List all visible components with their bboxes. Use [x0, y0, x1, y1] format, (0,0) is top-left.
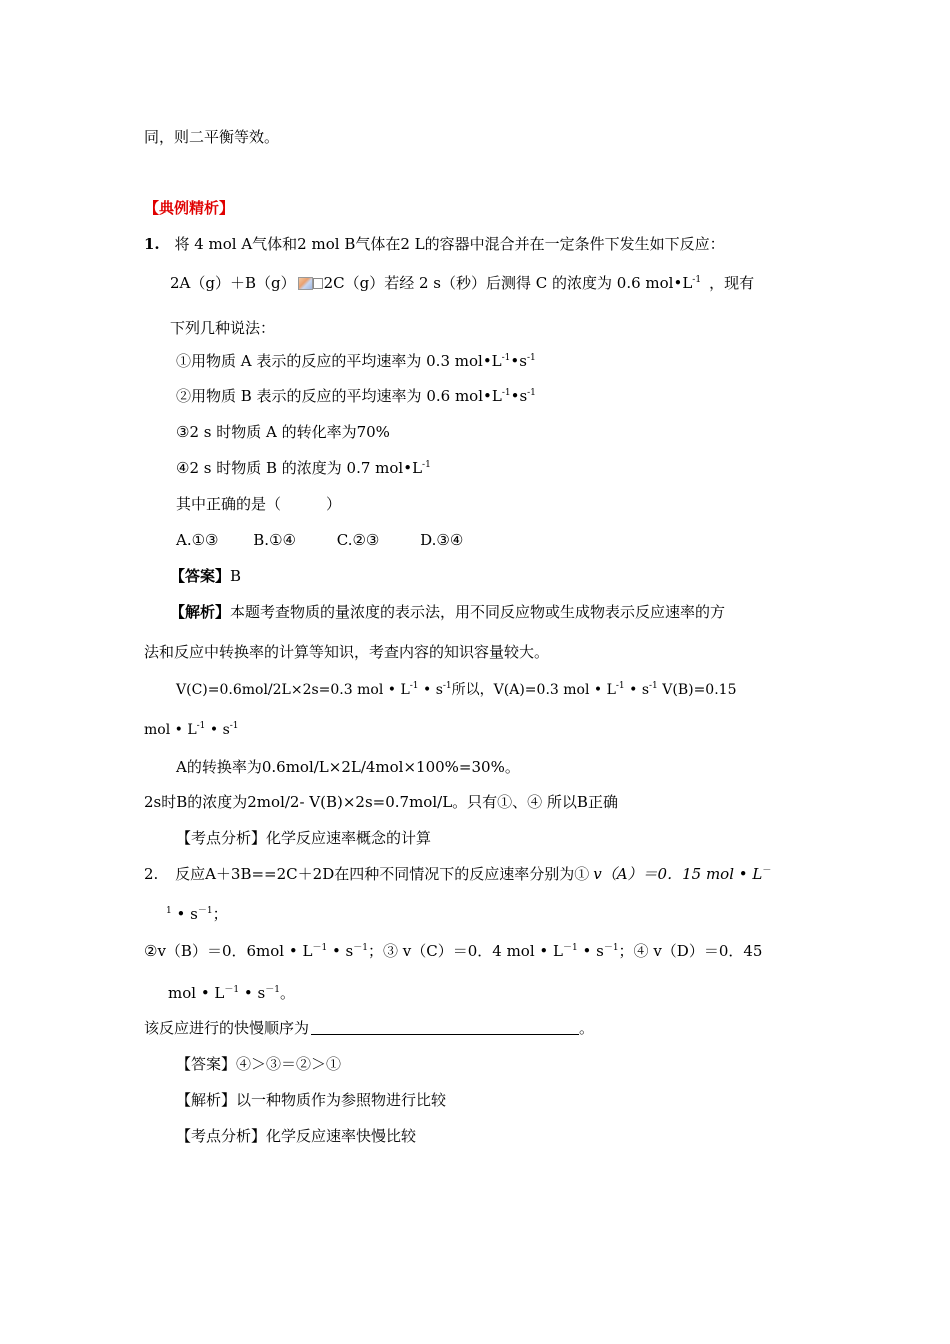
q1-number: 1.: [144, 235, 160, 253]
q2-text: • s: [577, 942, 604, 960]
q2-text: v（C）＝0．4 mol • L: [402, 942, 563, 960]
q1-answer: [170, 566, 241, 586]
q1-analysis-2: 法和反应中转换率的计算等知识，考查内容的知识容量较大。: [144, 643, 550, 661]
q1-statement-3: ③2 s 时物质 A 的转化率为70%: [176, 423, 390, 441]
q2-text: mol • L: [168, 984, 225, 1002]
q2-ask-end: 。: [579, 1019, 595, 1037]
superscript: -1: [526, 353, 536, 363]
superscript: －1: [312, 943, 328, 953]
statement-text: ②用物质 B 表示的反应的平均速率为 0.6 mol•L: [176, 387, 502, 405]
superscript: 1: [166, 906, 172, 916]
q2-text: ；③: [368, 942, 403, 960]
answer-blank: [311, 1020, 579, 1035]
superscript: -1: [196, 721, 206, 731]
q1-statement-1: [176, 351, 536, 371]
q2-line-1: [144, 864, 771, 884]
superscript: -1: [422, 460, 431, 470]
statement-text: ①用物质 A 表示的反应的平均速率为 0.3 mol•L: [176, 352, 502, 370]
statement-text: •s: [510, 352, 527, 370]
q1-reaction-right: 2C（g）若经 2 s（秒）后测得 C 的浓度为 0.6 mol•L: [323, 274, 693, 292]
superscript: -1: [692, 275, 702, 285]
analysis-text: 本题考查物质的量浓度的表示法，用不同反应物或生成物表示反应速率的方: [230, 603, 726, 621]
q2-text: ；: [212, 905, 228, 923]
q1-stem-end: 下列几种说法：: [170, 319, 276, 337]
superscript: －1: [265, 985, 280, 995]
option-b: B.①④: [253, 531, 296, 549]
q1-calc-3: A的转换率为0.6mol/L×2L/4mol×100%=30%。: [176, 758, 520, 776]
q2-ask-text: 该反应进行的快慢顺序为: [144, 1019, 310, 1037]
q1-ask: 其中正确的是（ ）: [176, 495, 342, 513]
q1-point: 【考点分析】化学反应速率概念的计算: [176, 829, 432, 847]
q2-analysis: 【解析】以一种物质作为参照物进行比较: [176, 1091, 447, 1109]
superscript: －: [762, 866, 772, 876]
calc-text: • s: [418, 682, 443, 698]
calc-text: V(C)=0.6mol/2L×2s=0.3 mol • L: [176, 682, 410, 698]
q1-reaction-left: 2A（g）＋B（g）: [170, 274, 296, 292]
statement-text: ④2 s 时物质 B 的浓度为 0.7 mol•L: [176, 459, 423, 477]
superscript: －1: [224, 985, 240, 995]
q1-statement-2: [176, 386, 536, 406]
answer-label: 【答案】: [170, 567, 231, 585]
q2-text: • s: [327, 942, 354, 960]
q1-stem-line: [144, 234, 725, 254]
q2-text: v（B）＝0．6mol • L: [157, 942, 313, 960]
q2-point: 【考点分析】化学反应速率快慢比较: [176, 1127, 417, 1145]
q2-line-3: [144, 941, 762, 961]
q1-calc-2: [144, 720, 239, 740]
superscript: -1: [229, 721, 239, 731]
superscript: －1: [562, 943, 578, 953]
option-d: D.③④: [420, 531, 464, 549]
q2-ask: [144, 1018, 594, 1038]
q2-text: 。: [279, 984, 295, 1002]
superscript: -1: [501, 388, 511, 398]
q2-line-2: [166, 904, 228, 924]
superscript: -1: [442, 681, 452, 691]
analysis-label: 【解析】: [170, 603, 231, 621]
q1-reaction-line: [170, 273, 754, 293]
superscript: -1: [409, 681, 419, 691]
q1-options: [176, 530, 463, 550]
q1-statement-4: [176, 458, 431, 478]
q2-text: • s: [171, 905, 198, 923]
q1-reaction-tail: ，现有: [709, 274, 755, 292]
q2-answer: 【答案】④＞③＝②＞①: [176, 1055, 342, 1073]
q2-line-4: [168, 983, 295, 1003]
superscript: －1: [603, 943, 619, 953]
q2-number: 2.: [144, 865, 159, 883]
option-a: A.①③: [176, 531, 219, 549]
superscript: -1: [501, 353, 511, 363]
calc-text: V(B)=0.15: [657, 682, 737, 698]
superscript: －1: [353, 943, 368, 953]
statement-text: •s: [510, 387, 528, 405]
option-c: C.②③: [336, 531, 380, 549]
superscript: －1: [197, 906, 213, 916]
answer-value: B: [230, 567, 242, 585]
intro-text: 同，则二平衡等效。: [144, 128, 280, 146]
q1-calc-1: [176, 680, 736, 700]
q2-text: v（D）＝0．45: [653, 942, 763, 960]
superscript: -1: [649, 681, 658, 691]
q2-text: • s: [239, 984, 266, 1002]
calc-text: • s: [205, 722, 230, 738]
superscript: -1: [615, 681, 625, 691]
q2-text: ②: [144, 942, 158, 960]
superscript: -1: [527, 388, 536, 398]
q1-stem: 将 4 mol A气体和2 mol B气体在2 L的容器中混合并在一定条件下发生如下反应：: [174, 235, 725, 253]
q1-calc-4: 2s时B的浓度为2mol/2- V(B)×2s=0.7mol/L。只有①、④ 所以B正确: [144, 793, 618, 811]
section-heading: 【典例精析】: [144, 199, 235, 217]
calc-text: • s: [624, 682, 650, 698]
calc-text: mol • L: [144, 722, 197, 738]
q1-analysis-1: [170, 602, 725, 622]
q2-text: ；④: [618, 942, 654, 960]
equilibrium-arrow-icon: [298, 276, 322, 290]
q2-text: v（A）＝0．15 mol • L: [593, 865, 763, 883]
q2-text: 反应A＋3B==2C＋2D在四种不同情况下的反应速率分别为①: [175, 865, 590, 883]
calc-text: 所以，V(A)=0.3 mol • L: [451, 682, 616, 698]
